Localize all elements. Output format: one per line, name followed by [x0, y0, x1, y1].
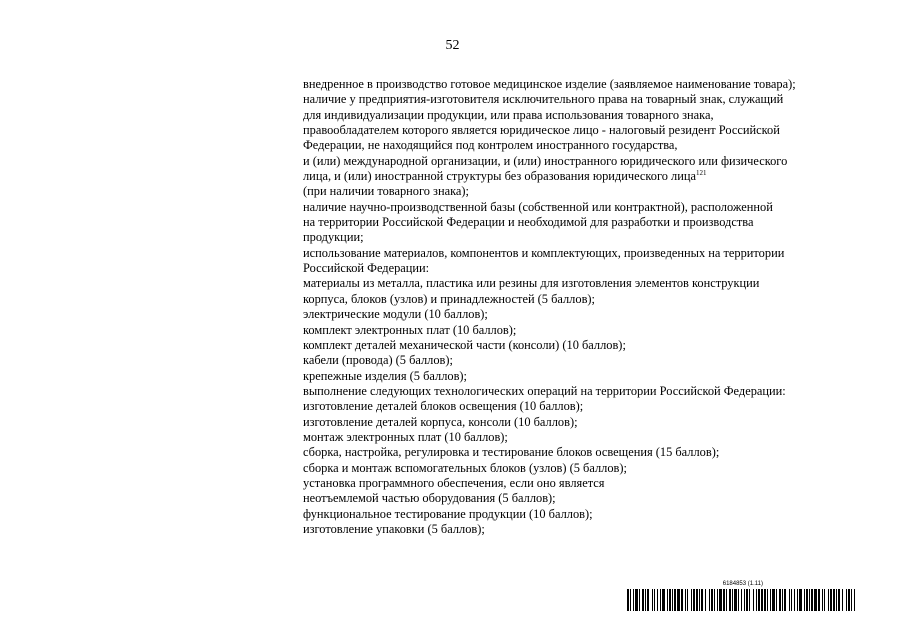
- text-line: на территории Российской Федерации и необходимой для разработки и производства: [303, 215, 754, 230]
- text-line: корпуса, блоков (узлов) и принадлежностей (5 баллов);: [303, 291, 595, 306]
- text-line: лица, и (или) иностранной структуры без образования юридического лица: [303, 169, 696, 184]
- footnote-reference: 121: [696, 169, 707, 178]
- text-line-with-footnote: [303, 169, 883, 184]
- text-line: функциональное тестирование продукции (10 баллов);: [303, 506, 593, 521]
- text-line: наличие научно-производственной базы (собственной или контрактной), расположенной: [303, 199, 773, 214]
- text-line: изготовление упаковки (5 баллов);: [303, 521, 485, 536]
- text-line: продукции;: [303, 230, 364, 245]
- text-line: сборка, настройка, регулировка и тестирование блоков освещения (15 баллов);: [303, 445, 720, 460]
- text-line: выполнение следующих технологических операций на территории Российской Федерации:: [303, 383, 786, 398]
- text-line: использование материалов, компонентов и комплектующих, произведенных на территории: [303, 245, 785, 260]
- text-line: внедренное в производство готовое медицинское изделие (заявляемое наименование товара);: [303, 77, 796, 91]
- text-line: кабели (провода) (5 баллов);: [303, 353, 453, 368]
- text-line: и (или) международной организации, и (или) иностранного юридического или физического: [303, 153, 788, 168]
- text-line: для индивидуализации продукции, или права использования товарного знака,: [303, 107, 714, 122]
- barcode-caption: 6184853 (1.11): [722, 581, 763, 587]
- text-line: комплект деталей механической части (консоли) (10 баллов);: [303, 337, 626, 352]
- document-body: [303, 77, 883, 537]
- text-line: неотъемлемой частью оборудования (5 баллов);: [303, 491, 556, 506]
- text-line: крепежные изделия (5 баллов);: [303, 368, 467, 383]
- text-line: Федерации, не находящийся под контролем иностранного государства,: [303, 138, 678, 153]
- text-line: комплект электронных плат (10 баллов);: [303, 322, 517, 337]
- text-line: Российской Федерации:: [303, 261, 430, 276]
- text-line: материалы из металла, пластика или резины для изготовления элементов конструкции: [303, 276, 760, 291]
- text-line: монтаж электронных плат (10 баллов);: [303, 429, 508, 444]
- text-line: изготовление деталей корпуса, консоли (10 баллов);: [303, 414, 578, 429]
- page-number: 52: [445, 38, 460, 53]
- barcode-image: [627, 589, 855, 611]
- text-line: наличие у предприятия-изготовителя исключительного права на товарный знак, служащий: [303, 92, 784, 107]
- text-line: электрические модули (10 баллов);: [303, 307, 488, 322]
- text-line: установка программного обеспечения, если оно является: [303, 475, 605, 490]
- barcode-block: [627, 581, 857, 611]
- text-line: сборка и монтаж вспомогательных блоков (узлов) (5 баллов);: [303, 460, 627, 475]
- text-line: (при наличии товарного знака);: [303, 184, 469, 199]
- text-line: изготовление деталей блоков освещения (10 баллов);: [303, 399, 584, 414]
- text-line: правообладателем которого является юридическое лицо - налоговый резидент Российской: [303, 123, 780, 138]
